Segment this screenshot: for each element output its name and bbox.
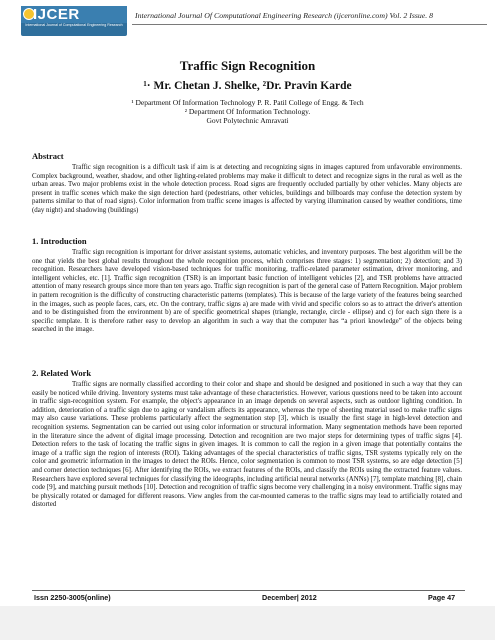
logo-subtitle: International Journal of Computational Engineering Research [25, 23, 123, 27]
page-header [0, 0, 495, 40]
logo-title: IJCER [33, 6, 80, 23]
abstract-text: Traffic sign recognition is a difficult task if aim is at detecting and recognizing signs in images captured from unfavorable environments. Complex background, weather, shadow, and other lighting-related problems may make it difficult to detect and recognize signs in the rural as well as the urban areas. Two major problems exist in the whole detection process. Road signs are frequently occluded partially by other vehicles. Many objects are present in traffic scenes which make the sign detection hard (pedestrians, other vehicles, buildings and billboards may confuse the detection system by patterns similar to that of road signs). Color information from traffic scene images is affected by varying illumination caused by weather conditions, time (day night) and shadowing (buildings) [32, 163, 462, 214]
section-2-heading: 2. Related Work [32, 368, 92, 378]
affiliation-2: ² Department Of Information Technology. [184, 107, 311, 116]
affiliation-3: Govt Polytechnic Amravati [206, 116, 289, 125]
header-divider [132, 24, 487, 25]
section-1-text: Traffic sign recognition is important for driver assistant systems, automatic vehicles, and inventory purposes. The best algorithm will be the one that yields the best global results throughout the whole recognition process, which comprises three stages: 1) segmentation; 2) detection; and 3) recognition. Researchers have developed vision-based techniques for traffic monitoring, traffic-related parameter estimation, driver monitoring, and intelligent vehicles, etc. [1]. Traffic sign recognition (TSR) is an important basic function of intelligent vehicles [2], and TSR problems have attracted attention of many research groups since more than ten years ago. Traffic sign recognition is part of the general case of Pattern Recognition. Major problem in pattern recognition is the difficulty of constructing characteristic patterns (templates). This is because of the large variety of the features being searched in the images, such as people faces, cars, etc. On the contrary, traffic signs a) are made with vivid and specific colors so as to attract the driver's attention and to be distinguished from the environment b) are of specific geometrical shapes (triangle, rectangle, circle - ellipse) and c) for each sign there is a specific template. It is therefore rather easy to develop an algorithm in such a way that the computer has “a priori knowledge” of the objects being searched in the image. [32, 248, 462, 334]
paper-authors: ¹· Mr. Chetan J. Shelke, ²Dr. Pravin Karde [143, 80, 352, 92]
footer-date: December| 2012 [262, 593, 317, 602]
section-2-text: Traffic signs are normally classified according to their color and shape and should be designed and positioned in such a way that they can easily be noticed while driving. Inventory systems must take advantage of these characteristics. However, various questions need to be taken into account in traffic sign-recognition system. For example, the object's appearance in an image depends on several aspects, such as outdoor lighting condition. In addition, deterioration of a traffic sign due to aging or vandalism affects its appearance, whereas the type of sheeting material used to make traffic signs may also cause variations. These problems particularly affect the segmentation step [3], which is usually the first stage in high-level detection and recognition systems. Segmentation can be carried out using color information or structural information. Many segmentation methods have been reported in the literature since the advent of digital image processing. Detection and recognition are two major steps for determining types of traffic signs [4]. Detection refers to the task of locating the traffic signs in given images. It is common to call the region in a given image that potentially contains the image of a traffic sign the region of interests (ROI). Taking advantages of the special characteristics of traffic signs, TSR systems typically rely on the color and geometric information in the images to detect the ROIs. Hence, color segmentation is common to most TSR systems, so are edge detection [5] and corner detection techniques [6]. After identifying the ROIs, we extract features of the ROIs, and classify the ROIs using the extracted feature values. Researchers have explored several techniques for classifying the ideographs, including artificial neural networks (ANNs) [7], template matching [8], chain code [9], and matching pursuit methods [10]. Detection and recognition of traffic signs become very challenging in a noisy environment. Traffic signs may be physically rotated or damaged for different reasons. View angles from the car-mounted cameras to the traffic signs may lead to artificially rotated and distorted [32, 380, 462, 509]
journal-logo [21, 6, 127, 36]
affiliation-1: ¹ Department Of Information Technology P. R. Patil College of Engg. & Tech [131, 98, 364, 107]
footer-divider [32, 590, 465, 591]
footer-page-number: Page 47 [428, 593, 456, 602]
paper-title: Traffic Sign Recognition [179, 58, 316, 73]
abstract-heading: Abstract [32, 151, 64, 161]
journal-citation: International Journal Of Computational Engineering Research (ijceronline.com) Vol. 2 Issue. 8 [135, 11, 434, 20]
page-bottom-margin [0, 606, 495, 640]
footer-issn: Issn 2250-3005(online) [34, 593, 111, 602]
section-1-heading: 1. Introduction [32, 236, 87, 246]
